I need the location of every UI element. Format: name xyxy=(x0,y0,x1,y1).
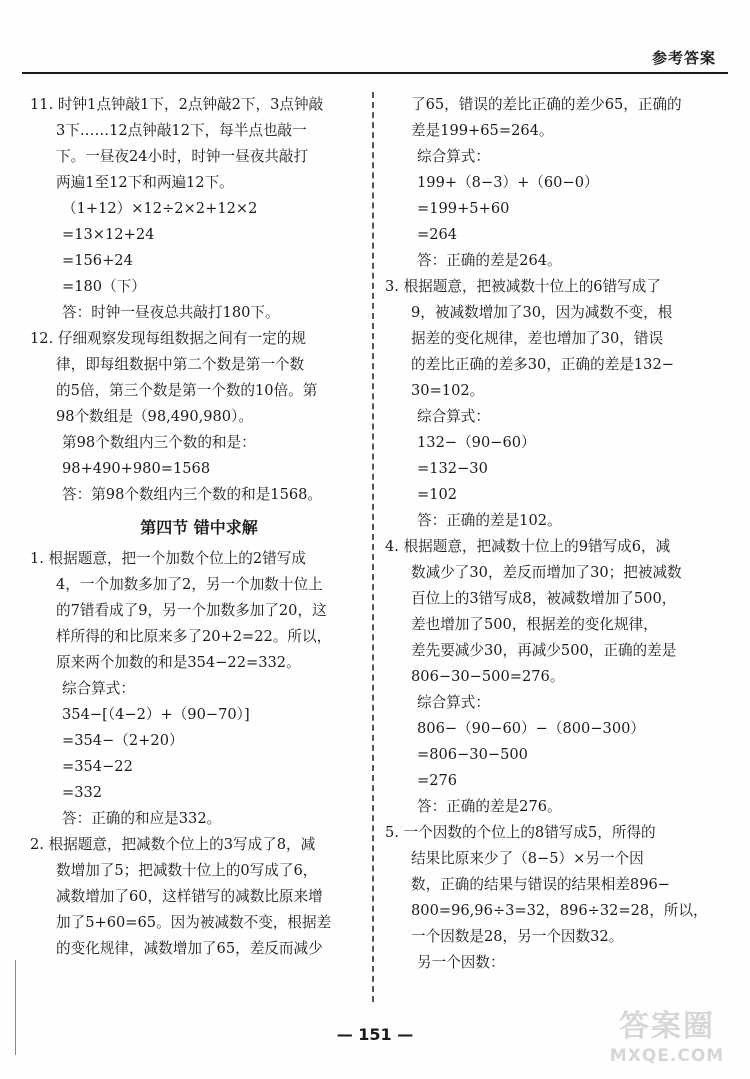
text-line: 综合算式： xyxy=(417,148,490,165)
text-line: 一个因数是28，另一个因数32。 xyxy=(411,928,624,945)
text-line: 答：正确的差是264。 xyxy=(417,252,562,269)
text-line: 百位上的3错写成8，被减数增加了500， xyxy=(411,590,677,607)
text-line: =156+24 xyxy=(62,252,133,269)
page-header-title: 参考答案 xyxy=(651,49,716,67)
text-line: =264 xyxy=(417,226,458,243)
text-line: 差是199+65=264。 xyxy=(411,122,554,139)
text-line: 第98个数组内三个数的和是： xyxy=(62,434,256,451)
text-line: 数增加了5；把减数十位上的0写成了6， xyxy=(56,862,318,879)
text-line: 数减少了30，差反而增加了30；把被减数 xyxy=(411,564,682,581)
text-line: 3下……12点钟敲12下，每半点也敲一 xyxy=(56,122,307,139)
text-line: 5. 一个因数的个位上的8错写成5，所得的 xyxy=(385,824,656,841)
text-line: =199+5+60 xyxy=(417,200,510,217)
text-line: 4，一个加数多加了2，另一个加数十位上 xyxy=(56,576,323,593)
text-line: 加了5+60=65。因为被减数不变，根据差 xyxy=(56,914,332,931)
text-line: 答：第98个数组内三个数的和是1568。 xyxy=(62,486,323,503)
text-line: 199+（8−3）+（60−0） xyxy=(417,174,599,191)
text-line: 样所得的和比原来多了20+2=22。所以， xyxy=(56,628,332,645)
text-line: 减数增加了60，这样错写的减数比原来增 xyxy=(56,888,323,905)
text-line: 答：正确的差是102。 xyxy=(417,512,562,529)
watermark-line2: MXQE.COM xyxy=(609,1046,725,1066)
text-line: 30=102。 xyxy=(411,382,485,399)
text-line: 律，即每组数据中第二个数是第一个数 xyxy=(56,356,305,373)
text-line: 两遍1至12下和两遍12下。 xyxy=(56,174,234,191)
text-line: 综合算式： xyxy=(62,680,135,697)
text-line: =13×12+24 xyxy=(62,226,155,243)
text-line: 了65，错误的差比正确的差少65，正确的 xyxy=(411,96,682,113)
text-line: 9，被减数增加了30，因为减数不变，根 xyxy=(411,304,673,321)
text-line: =276 xyxy=(417,772,458,789)
text-line: 11. 时钟1点钟敲1下，2点钟敲2下，3点钟敲 xyxy=(30,96,324,113)
text-line: 综合算式： xyxy=(417,408,490,425)
text-line: 4. 根据题意，把减数十位上的9错写成6，减 xyxy=(385,538,671,555)
text-line: 12. 仔细观察发现每组数据之间有一定的规 xyxy=(30,330,306,347)
right-column xyxy=(385,92,725,976)
text-line: 的差比正确的差多30，正确的差是132− xyxy=(411,356,674,373)
text-line: （1+12）×12÷2×2+12×2 xyxy=(62,200,258,217)
text-line: 差也增加了500，根据差的变化规律， xyxy=(411,616,658,633)
text-line: 答：时钟一昼夜总共敲打180下。 xyxy=(62,304,280,321)
text-line: 差先要减少30，再减少500，正确的差是 xyxy=(411,642,677,659)
column-divider xyxy=(372,92,374,1002)
text-line: 另一个因数： xyxy=(417,954,505,971)
text-line: 98+490+980=1568 xyxy=(62,460,211,477)
text-line: 806−（90−60）−（800−300） xyxy=(417,720,645,737)
left-column xyxy=(30,92,368,962)
text-line: 98个数组是（98,490,980）。 xyxy=(56,408,253,425)
text-line: =332 xyxy=(62,784,103,801)
text-line: =132−30 xyxy=(417,460,488,477)
text-line: =180（下） xyxy=(62,278,146,295)
watermark-line1: 答案圈 xyxy=(619,1009,715,1044)
text-line: 答：正确的差是276。 xyxy=(417,798,562,815)
text-line: 354−[（4−2）+（90−70）] xyxy=(62,706,250,723)
text-line: 原来两个加数的和是354−22=332。 xyxy=(56,654,301,671)
text-line: 2. 根据题意，把减数个位上的3写成了8，减 xyxy=(30,836,316,853)
text-line: =354−（2+20） xyxy=(62,732,184,749)
text-line: 的7错看成了9，另一个加数多加了20，这 xyxy=(56,602,327,619)
text-line: =354−22 xyxy=(62,758,133,775)
page-number: — 151 — xyxy=(336,1025,414,1044)
text-line: =102 xyxy=(417,486,458,503)
text-line: 3. 根据题意，把被减数十位上的6错写成了 xyxy=(385,278,661,295)
text-line: 数，正确的结果与错误的结果相差896− xyxy=(411,876,670,893)
text-line: 据差的变化规律，差也增加了30，错误 xyxy=(411,330,664,347)
watermark-logo xyxy=(592,1009,742,1073)
text-line: 800=96,96÷3=32，896÷32=28，所以， xyxy=(411,902,708,919)
text-line: 综合算式： xyxy=(417,694,490,711)
text-line: 806−30−500=276。 xyxy=(411,668,565,685)
header-rule xyxy=(22,72,728,74)
text-line: 的5倍，第三个数是第一个数的10倍。第 xyxy=(56,382,318,399)
text-line: 答：正确的和应是332。 xyxy=(62,810,222,827)
text-line: 1. 根据题意，把一个加数个位上的2错写成 xyxy=(30,550,306,567)
text-line: =806−30−500 xyxy=(417,746,528,763)
text-line: 132−（90−60） xyxy=(417,434,536,451)
text-line: 下。一昼夜24小时，时钟一昼夜共敲打 xyxy=(56,148,309,165)
text-line: 结果比原来少了（8−5）×另一个因 xyxy=(411,850,644,867)
text-line: 的变化规律，减数增加了65，差反而减少 xyxy=(56,940,323,957)
section-title: 第四节 错中求解 xyxy=(140,518,258,537)
